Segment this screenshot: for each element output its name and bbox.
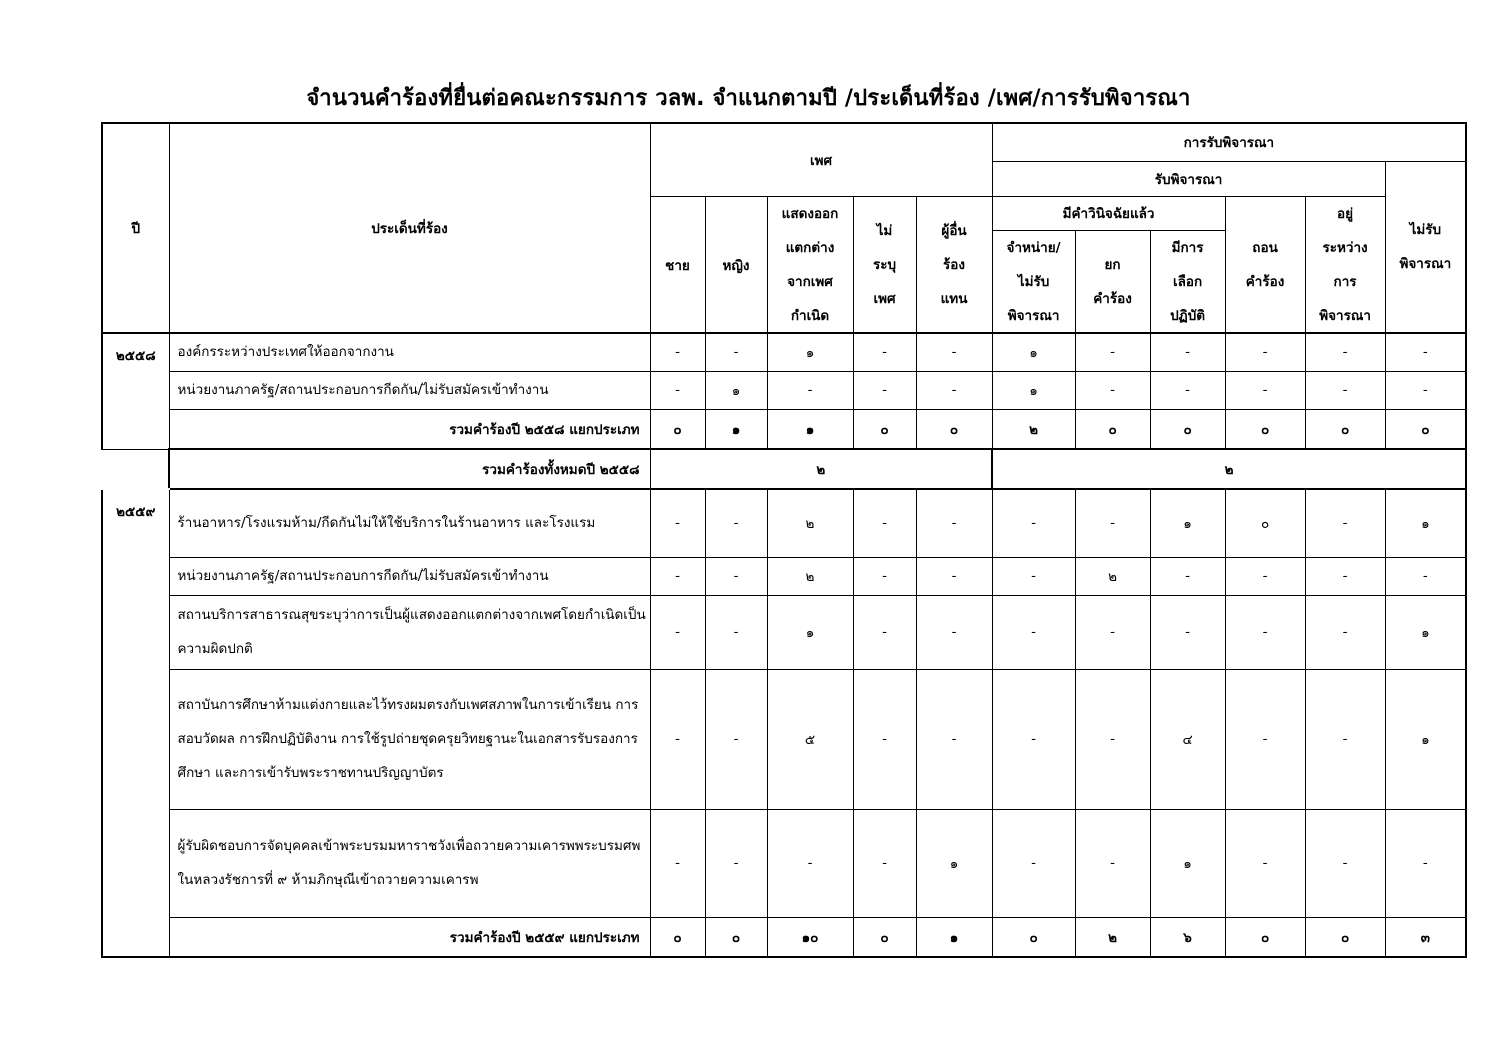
sum-cell: ๐	[1305, 917, 1385, 957]
value-cell: -	[1305, 333, 1385, 371]
value-cell: -	[853, 669, 916, 809]
value-cell: -	[992, 557, 1075, 595]
value-cell: ๑	[992, 371, 1075, 409]
value-cell: -	[1075, 371, 1150, 409]
value-cell: ๑	[767, 333, 853, 371]
value-cell: -	[853, 371, 916, 409]
value-cell: -	[916, 557, 992, 595]
value-cell: ๑	[1150, 809, 1225, 917]
value-cell: -	[1305, 489, 1385, 557]
sum-cell: ๐	[1075, 409, 1150, 449]
value-cell: -	[1075, 809, 1150, 917]
value-cell: -	[853, 489, 916, 557]
sum-cell: ๐	[853, 409, 916, 449]
page-title: จำนวนคำร้องที่ยื่นต่อคณะกรรมการ วลพ. จำแนกตามปี /ประเด็นที่ร้อง /เพศ/การรับพิจารณา	[306, 86, 1191, 111]
value-cell: -	[767, 809, 853, 917]
value-cell: -	[650, 371, 705, 409]
value-cell: -	[1075, 595, 1150, 669]
header-accepted: รับพิจารณา	[992, 161, 1385, 196]
value-cell: -	[705, 595, 767, 669]
sum-cell: ๑	[705, 409, 767, 449]
issue-cell: ผู้รับผิดชอบการจัดบุคคลเข้าพระบรมมหาราชวังเพื่อถวายความเคารพพระบรมศพ ในหลวงรัชการที่ ๙ ห้ามภิกษุณีเข้าถวายความเคารพ	[169, 809, 650, 917]
sum-cell: ๑	[767, 409, 853, 449]
header-expression: แสดงออก แตกต่าง จากเพศ กำเนิด	[767, 196, 853, 333]
value-cell: -	[1225, 557, 1305, 595]
value-cell: ๑	[916, 809, 992, 917]
value-cell: -	[1385, 557, 1466, 595]
year-cell-2559: ๒๕๕๙	[102, 489, 169, 957]
value-cell: -	[705, 809, 767, 917]
value-cell: -	[992, 489, 1075, 557]
value-cell: -	[1075, 669, 1150, 809]
header-not-accepted: ไม่รับ พิจารณา	[1385, 161, 1466, 333]
value-cell: ๐	[1225, 489, 1305, 557]
value-cell: -	[1150, 557, 1225, 595]
value-cell: ๒	[1075, 557, 1150, 595]
sum-cell: ๐	[853, 917, 916, 957]
header-withdraw: ถอน คำร้อง	[1225, 196, 1305, 333]
value-cell: -	[1385, 333, 1466, 371]
value-cell: -	[1150, 371, 1225, 409]
value-cell: -	[1225, 371, 1305, 409]
sum-label-2559: รวมคำร้องปี ๒๕๕๙ แยกประเภท	[169, 917, 650, 957]
header-options: มีการ เลือก ปฏิบัติ	[1150, 230, 1225, 333]
header-consideration: การรับพิจารณา	[992, 123, 1466, 161]
issue-cell: องค์กรระหว่างประเทศให้ออกจากงาน	[169, 333, 650, 371]
value-cell: -	[916, 595, 992, 669]
header-issue: ประเด็นที่ร้อง	[169, 123, 650, 333]
value-cell: -	[650, 557, 705, 595]
value-cell: -	[650, 333, 705, 371]
sum-cell: ๐	[916, 409, 992, 449]
value-cell: ๔	[1150, 669, 1225, 809]
value-cell: ๑	[767, 595, 853, 669]
value-cell: -	[705, 333, 767, 371]
value-cell: -	[1150, 595, 1225, 669]
sum-cell: ๐	[650, 409, 705, 449]
header-gender: เพศ	[650, 123, 992, 196]
value-cell: -	[1075, 333, 1150, 371]
value-cell: -	[853, 809, 916, 917]
header-year: ปี	[102, 123, 169, 333]
sum-cell: ๓	[1385, 917, 1466, 957]
value-cell: -	[1305, 669, 1385, 809]
value-cell: -	[1225, 333, 1305, 371]
value-cell: ๕	[767, 669, 853, 809]
value-cell: ๑	[705, 371, 767, 409]
issue-cell: หน่วยงานภาครัฐ/สถานประกอบการกีดกัน/ไม่รับสมัครเข้าทำงาน	[169, 371, 650, 409]
sum-cell: ๐	[1305, 409, 1385, 449]
value-cell: ๒	[767, 489, 853, 557]
complaints-table	[101, 122, 1467, 958]
sum-cell: ๐	[1225, 409, 1305, 449]
value-cell: -	[992, 809, 1075, 917]
value-cell: -	[650, 809, 705, 917]
sum-cell: ๑	[916, 917, 992, 957]
value-cell: -	[705, 557, 767, 595]
issue-cell: สถาบันการศึกษาห้ามแต่งกายและไว้ทรงผมตรงกับเพศสภาพในการเข้าเรียน การสอบวัดผล การฝึกปฏิบัติงาน การใช้รูปถ่ายชุดครุยวิทยฐานะในเอกสารรับรองการศึกษา และการเข้ารับพระราชทานปริญญาบัตร	[169, 669, 650, 809]
value-cell: -	[1150, 333, 1225, 371]
value-cell: -	[767, 371, 853, 409]
value-cell: -	[1305, 557, 1385, 595]
issue-cell: ร้านอาหาร/โรงแรมห้าม/กีดกันไม่ให้ใช้บริการในร้านอาหาร และโรงแรม	[169, 489, 650, 557]
header-pending: อยู่ ระหว่าง การ พิจารณา	[1305, 196, 1385, 333]
total-label-2558: รวมคำร้องทั้งหมดปี ๒๕๕๘	[169, 449, 650, 489]
value-cell: -	[992, 595, 1075, 669]
sum-cell: ๐	[705, 917, 767, 957]
year-cell-2558: ๒๕๕๘	[102, 333, 169, 449]
issue-cell: สถานบริการสาธารณสุขระบุว่าการเป็นผู้แสดงออกแตกต่างจากเพศโดยกำเนิดเป็นความผิดปกติ	[169, 595, 650, 669]
value-cell: -	[650, 489, 705, 557]
value-cell: -	[650, 669, 705, 809]
value-cell: -	[705, 489, 767, 557]
value-cell: -	[1305, 595, 1385, 669]
value-cell: -	[650, 595, 705, 669]
header-unspecified: ไม่ ระบุ เพศ	[853, 196, 916, 333]
value-cell: -	[1075, 489, 1150, 557]
sum-cell: ๐	[1225, 917, 1305, 957]
value-cell: -	[1385, 809, 1466, 917]
value-cell: -	[1225, 595, 1305, 669]
sum-cell: ๒	[1075, 917, 1150, 957]
sum-cell: ๐	[1150, 409, 1225, 449]
blank-cell	[102, 449, 169, 489]
value-cell: -	[853, 595, 916, 669]
value-cell: -	[992, 669, 1075, 809]
value-cell: -	[1225, 669, 1305, 809]
value-cell: ๑	[992, 333, 1075, 371]
value-cell: ๑	[1385, 669, 1466, 809]
header-dismiss: จำหน่าย/ ไม่รับ พิจารณา	[992, 230, 1075, 333]
value-cell: -	[1225, 809, 1305, 917]
sum-cell: ๒	[992, 409, 1075, 449]
header-ruled: มีคำวินิจฉัยแล้ว	[992, 196, 1225, 230]
header-other: ผู้อื่น ร้อง แทน	[916, 196, 992, 333]
value-cell: -	[1385, 371, 1466, 409]
value-cell: -	[916, 489, 992, 557]
value-cell: -	[853, 557, 916, 595]
sum-cell: ๑๐	[767, 917, 853, 957]
header-female: หญิง	[705, 196, 767, 333]
value-cell: -	[1305, 371, 1385, 409]
sum-cell: ๖	[1150, 917, 1225, 957]
sum-cell: ๐	[1385, 409, 1466, 449]
value-cell: -	[1305, 809, 1385, 917]
value-cell: -	[705, 669, 767, 809]
value-cell: ๑	[1385, 595, 1466, 669]
total-gender-2558: ๒	[650, 449, 992, 489]
total-consideration-2558: ๒	[992, 449, 1466, 489]
value-cell: -	[916, 669, 992, 809]
sum-cell: ๐	[992, 917, 1075, 957]
value-cell: ๑	[1150, 489, 1225, 557]
value-cell: -	[916, 371, 992, 409]
value-cell: -	[916, 333, 992, 371]
sum-cell: ๐	[650, 917, 705, 957]
value-cell: -	[853, 333, 916, 371]
header-male: ชาย	[650, 196, 705, 333]
sum-label-2558: รวมคำร้องปี ๒๕๕๘ แยกประเภท	[169, 409, 650, 449]
issue-cell: หน่วยงานภาครัฐ/สถานประกอบการกีดกัน/ไม่รับสมัครเข้าทำงาน	[169, 557, 650, 595]
value-cell: ๑	[1385, 489, 1466, 557]
value-cell: ๒	[767, 557, 853, 595]
header-reject: ยก คำร้อง	[1075, 230, 1150, 333]
